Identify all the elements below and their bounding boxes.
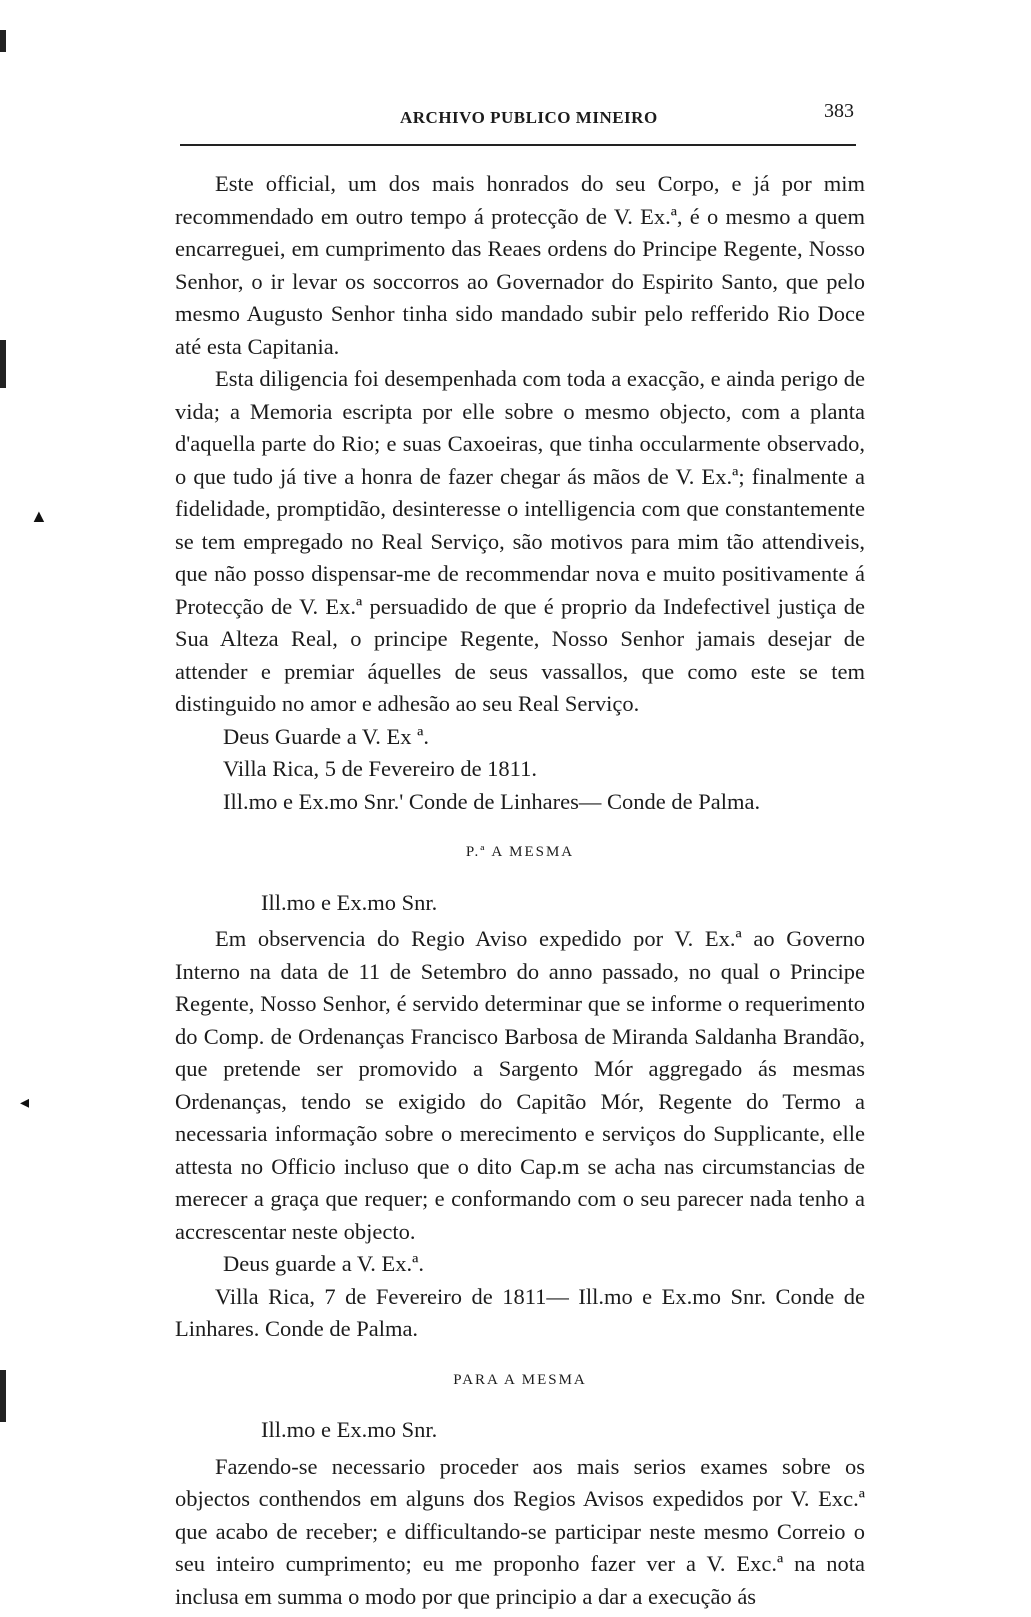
date-signature-paragraph: Villa Rica, 7 de Fevereiro de 1811— Ill.mo e Ex.mo Snr. Conde de Linhares. Conde de Palma. xyxy=(175,1283,865,1341)
running-title: ARCHIVO PUBLICO MINEIRO xyxy=(400,108,658,127)
closing-line: Deus Guarde a V. Ex ª. xyxy=(223,723,429,749)
margin-mark: ▲ xyxy=(30,506,48,526)
paragraph: Fazendo-se necessario proceder aos mais serios exames sobre os objectos conthendos em alguns dos Regios Avisos expedidos por V. Exc.ª que acabo de receber; e difficultando-se participar neste mesmo Correio o seu inteiro cumprimento; eu me proponho fazer ver a V. Exc.ª na nota inclusa em summa o modo por que principio a dar a execução ás xyxy=(175,1453,865,1609)
margin-mark: ◂ xyxy=(20,1092,30,1112)
closing-line: Deus guarde a V. Ex.ª. xyxy=(223,1251,424,1276)
paragraph: Este official, um dos mais honrados do seu Corpo, e já por mim recommendado em outro tempo á protecção de V. Ex.ª, é o mesmo a quem encarreguei, em cumprimento das Reaes ordens do Principe Regente, Nosso Senhor, o ir levar os soccorros ao Governador do Espirito Santo, que pelo mesmo Augusto Senhor tinha sido mandado subir pelo refferido Rio Doce até esta Capitania. xyxy=(175,171,865,359)
scan-edge-mark xyxy=(0,1370,6,1422)
page-header xyxy=(180,100,860,136)
paragraph: Esta diligencia foi desempenhada com toda a exacção, e ainda perigo de vida; a Memoria escripta por elle sobre o mesmo objecto, com a planta d'aquella parte do Rio; e suas Caxoeiras, que tinha occularmente observado, o que tudo já tive a honra de fazer chegar ás mãos de V. Ex.ª; finalmente a fidelidade, promptidão, desinteresse o intelligencia com que constantemente se tem empregado no Real Serviço, são motivos para mim tão attendiveis, que não posso dispensar-me de recommendar nova e muito positivamente á Protecção de V. Ex.ª persuadido de que é proprio da Indefectivel justiça de Sua Alteza Real, o principe Regente, Nosso Senhor jamais desejar de attender e premiar áquelles de seus vassallos, que como este se tem distinguido no amor e adhesão ao seu Real Serviço. xyxy=(175,366,865,716)
signature-line: Ill.mo e Ex.mo Snr.' Conde de Linhares— Conde de Palma. xyxy=(223,788,761,814)
salutation: Ill.mo e Ex.mo Snr. xyxy=(261,889,438,915)
date-line: Villa Rica, 5 de Fevereiro de 1811. xyxy=(223,756,537,781)
page-number: 383 xyxy=(824,100,854,122)
body-text xyxy=(175,168,865,1613)
scan-edge-mark xyxy=(0,340,6,388)
paragraph: Em observencia do Regio Aviso expedido por V. Ex.ª ao Governo Interno na data de 11 de Setembro do anno passado, no qual o Principe Regente, Nosso Senhor, é servido determinar que se informe o requerimento do Comp. de Ordenanças Francisco Barbosa de Miranda Saldanha Brandão, que pretende ser promovido a Sargento Mór aggregado ás mesmas Ordenanças, tendo se exigido do Capitão Mór, Regente do Termo a necessaria informação sobre o merecimento e serviços do Supplicante, elle attesta no Officio incluso que o dito Cap.m se acha nas circumstancias de merecer a graça que requer; e conformando com o seu parecer nada tenho a accrescentar neste objecto. xyxy=(175,926,865,1244)
scan-edge-mark xyxy=(0,30,6,52)
section-heading: PARA A MESMA xyxy=(453,1371,587,1388)
salutation: Ill.mo e Ex.mo Snr. xyxy=(261,1417,438,1442)
section-heading: P.ª A MESMA xyxy=(465,844,575,860)
header-rule xyxy=(180,144,856,146)
